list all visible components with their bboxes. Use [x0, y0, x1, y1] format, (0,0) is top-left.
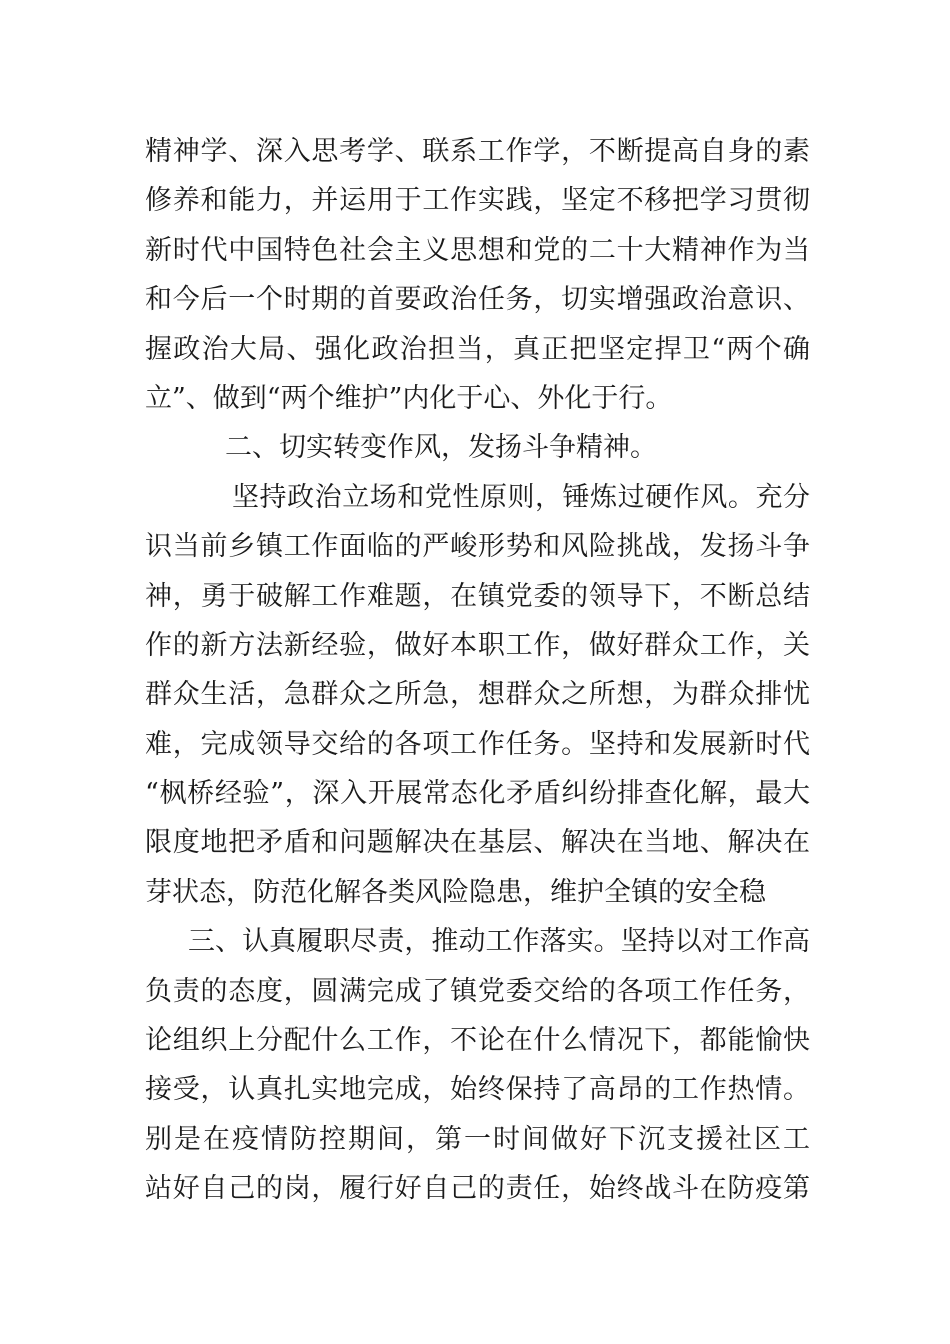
text-line: “枫桥经验”，深入开展常态化矛盾纠纷排查化解，最大: [145, 778, 810, 810]
text-line: 作的新方法新经验，做好本职工作，做好群众工作，关: [145, 629, 810, 661]
text-line: 立”、做到“两个维护”内化于心、外化于行。: [145, 382, 673, 414]
text-line: 论组织上分配什么工作，不论在什么情况下，都能愉快: [145, 1025, 810, 1057]
text-line: 识当前乡镇工作面临的严峻形势和风险挑战，发扬斗争: [145, 531, 810, 563]
text-line: 新时代中国特色社会主义思想和党的二十大精神作为当: [145, 234, 810, 266]
text-line: 神，勇于破解工作难题，在镇党委的领导下，不断总结: [145, 580, 810, 612]
section-heading: 二、切实转变作风，发扬斗争精神。: [225, 432, 657, 464]
text-line: 修养和能力，并运用于工作实践，坚定不移把学习贯彻: [145, 185, 810, 217]
text-line: 别是在疫情防控期间，第一时间做好下沉支援社区工: [145, 1123, 810, 1155]
text-line: 限度地把矛盾和问题解决在基层、解决在当地、解决在: [145, 827, 810, 859]
text-line: 群众生活，急群众之所急，想群众之所想，为群众排忧: [145, 679, 810, 711]
document-body: [145, 127, 810, 1214]
text-line: 精神学、深入思考学、联系工作学，不断提高自身的素: [145, 136, 810, 167]
text-line: 芽状态，防范化解各类风险隐患，维护全镇的安全稳: [145, 876, 766, 908]
paragraph-first-line: 坚持政治立场和党性原则，锤炼过硬作风。充分: [232, 481, 810, 513]
text-line: 握政治大局、强化政治担当，真正把坚定捍卫“两个确: [145, 333, 810, 365]
section-heading-paragraph: 三、认真履职尽责，推动工作落实。坚持以对工作高: [188, 926, 810, 958]
text-line: 和今后一个时期的首要政治任务，切实增强政治意识、: [145, 284, 810, 316]
text-line: 接受，认真扎实地完成，始终保持了高昂的工作热情。: [145, 1074, 810, 1106]
text-line: 负责的态度，圆满完成了镇党委交给的各项工作任务，: [145, 975, 810, 1007]
text-line: 站好自己的岗，履行好自己的责任，始终战斗在防疫第: [145, 1173, 810, 1205]
text-line: 难，完成领导交给的各项工作任务。坚持和发展新时代: [145, 728, 810, 760]
